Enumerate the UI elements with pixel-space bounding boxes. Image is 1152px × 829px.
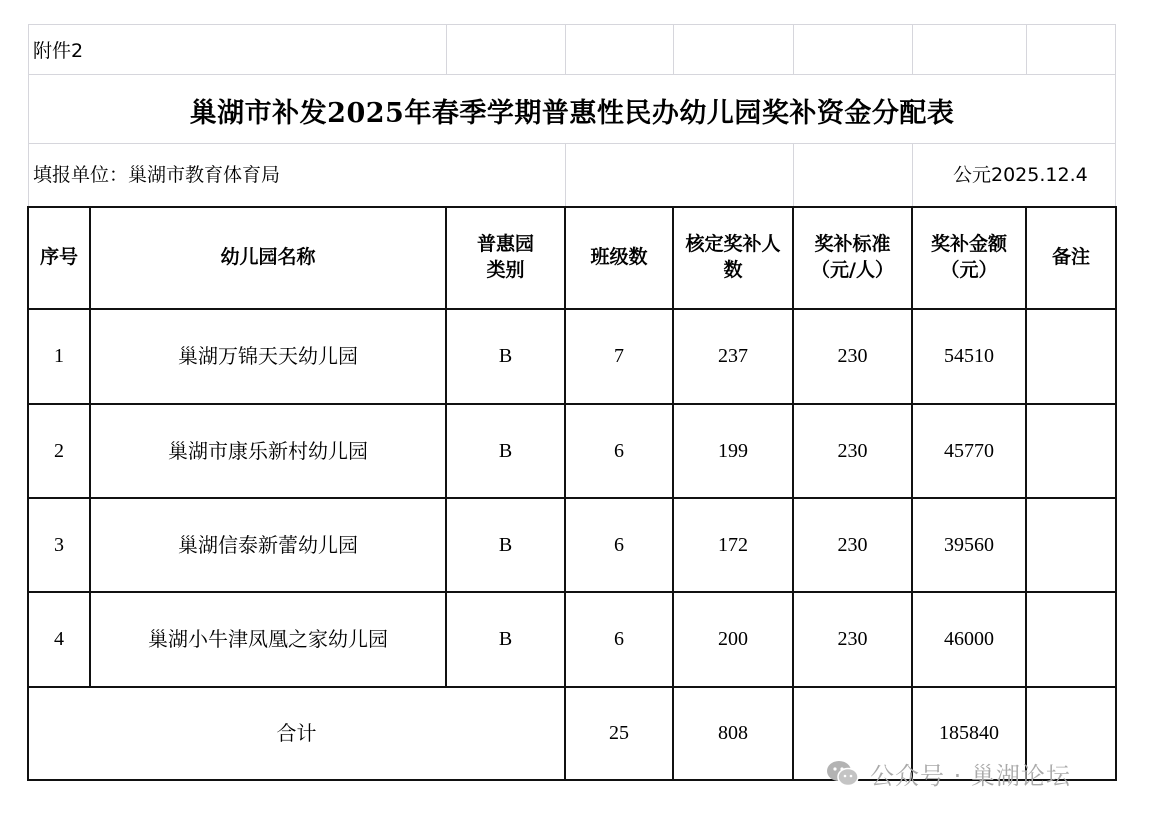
grid-line [565, 24, 566, 74]
cell-standard: 230 [837, 345, 868, 367]
cell-remark [1027, 405, 1115, 497]
col-header-remark: 备注 [1051, 246, 1090, 269]
total-classes: 25 [609, 722, 629, 744]
cell-standard: 230 [837, 439, 868, 462]
cell-category: B [498, 439, 513, 462]
grid-line [28, 74, 1116, 75]
grid-line [28, 24, 1116, 25]
grid-line [793, 143, 794, 207]
cell-amount: 45770 [944, 439, 994, 462]
cell-name: 巢湖信泰新蕾幼儿园 [178, 532, 358, 557]
reporting-unit: 填报单位：巢湖市教育体育局 [33, 164, 281, 186]
report-date: 公元2025.12.4 [953, 164, 1088, 186]
attachment-label: 附件2 [33, 40, 84, 62]
cell-standard: 230 [837, 628, 868, 650]
cell-category: B [498, 628, 513, 650]
total-label: 合计 [276, 721, 317, 745]
cell-remark [1027, 310, 1115, 403]
total-amount: 185840 [939, 722, 999, 744]
grid-line [793, 24, 794, 74]
cell-students: 237 [718, 345, 748, 367]
watermark [826, 756, 1071, 791]
total-students: 808 [718, 722, 748, 744]
col-header-category: 普惠园 类别 [476, 233, 534, 281]
col-header-students: 核定奖补人 数 [685, 233, 781, 281]
cell-amount: 46000 [944, 628, 994, 650]
cell-no: 1 [54, 345, 64, 367]
cell-students: 200 [718, 628, 748, 650]
wechat-icon [826, 759, 860, 789]
cell-classes: 6 [614, 628, 624, 650]
grid-line [912, 24, 913, 74]
col-header-standard: 奖补标准 （元/人） [811, 233, 894, 281]
cell-no: 3 [54, 533, 64, 556]
watermark-text: 公众号 · 巢湖论坛 [870, 762, 1071, 790]
grid-line [1026, 24, 1027, 74]
cell-category: B [498, 345, 513, 367]
cell-name: 巢湖市康乐新村幼儿园 [168, 438, 368, 463]
cell-students: 172 [718, 533, 748, 556]
cell-name: 巢湖万锦天天幼儿园 [178, 344, 358, 368]
cell-remark [1027, 593, 1115, 686]
cell-name: 巢湖小牛津凤凰之家幼儿园 [148, 627, 388, 651]
cell-no: 4 [54, 628, 64, 650]
cell-standard: 230 [837, 533, 868, 556]
cell-classes: 6 [614, 439, 624, 462]
cell-classes: 7 [614, 345, 624, 367]
grid-line [28, 143, 1116, 144]
cell-remark [1027, 499, 1115, 591]
cell-students: 199 [718, 439, 748, 462]
col-header-name: 幼儿园名称 [220, 246, 316, 269]
cell-classes: 6 [614, 533, 624, 556]
table-border [1115, 206, 1117, 781]
col-header-no: 序号 [39, 246, 78, 269]
grid-line [673, 24, 674, 74]
page-title: 巢湖市补发2025年春季学期普惠性民办幼儿园奖补资金分配表 [189, 97, 955, 129]
cell-category: B [498, 533, 513, 556]
grid-line [565, 143, 566, 207]
grid-line [446, 24, 447, 74]
col-header-classes: 班级数 [590, 246, 648, 269]
grid-line [912, 143, 913, 207]
cell-no: 2 [54, 439, 64, 462]
cell-amount: 39560 [944, 533, 994, 556]
col-header-amount: 奖补金额 （元） [930, 233, 1007, 281]
cell-amount: 54510 [944, 345, 994, 367]
